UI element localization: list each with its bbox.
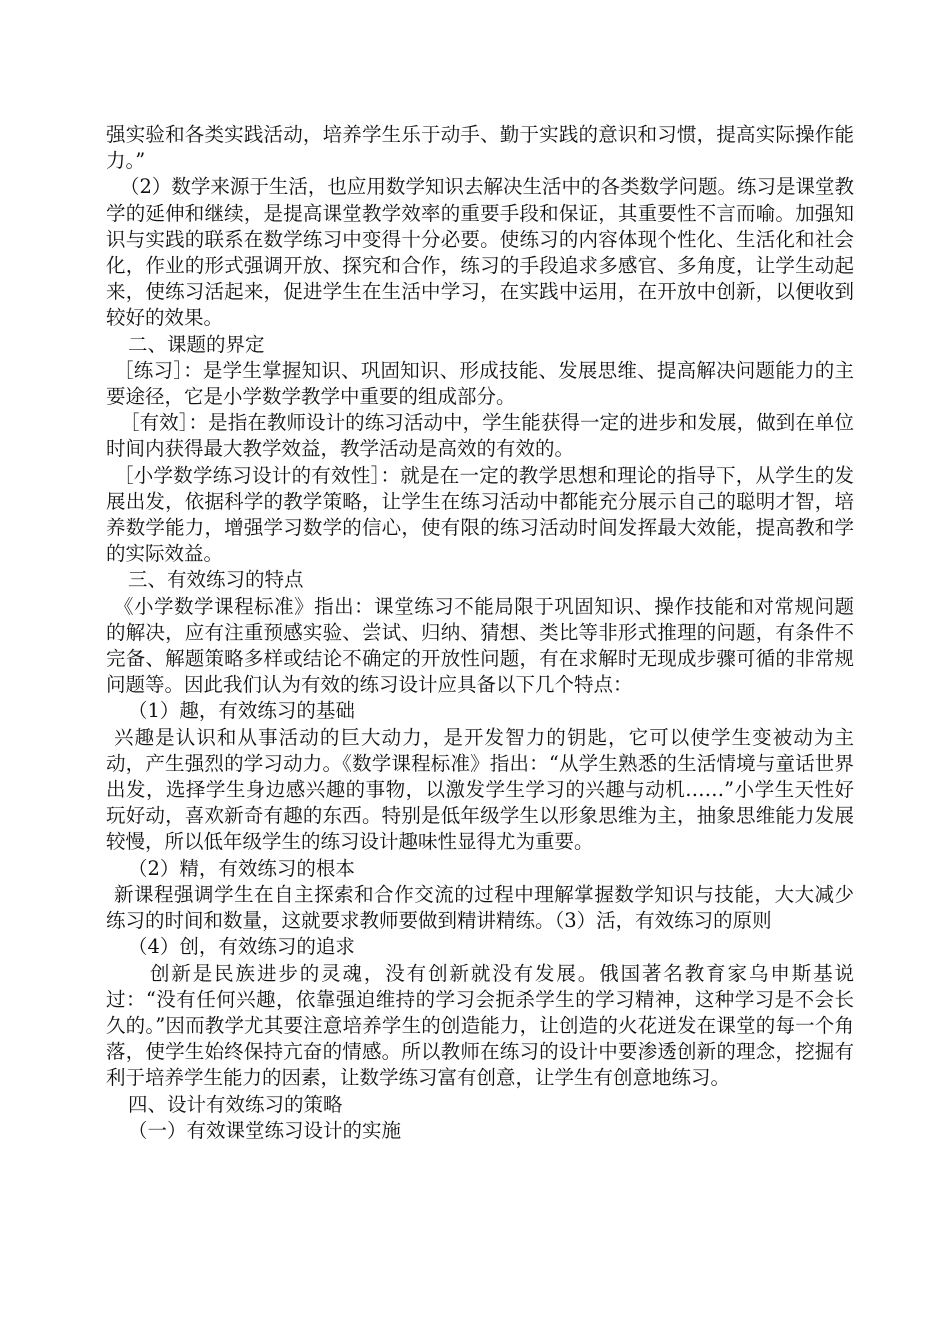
heading-topic-definition: 二、课题的界定 [128,332,265,356]
paragraph-creative: 创新是民族进步的灵魂，没有创新就没有发展。俄国著名教育家乌申斯基说过：“没有任何兴趣，依靠强迫维持的学习会扼杀学生的学习精神，这种学习是不会长久的。”因而教学尤其要注意培养学生的创造能力，让创造的火花迸发在课堂的每一个角落，使学生始终保持亢奋的情感。所以教师在练习的设计中要渗透创新的理念，挖掘有利于培养学生能力的因素，让数学练习富有创意，让学生有创意地练习。 [106,961,854,1090]
paragraph-interest: 兴趣是认识和从事活动的巨大动力，是开发智力的钥匙，它可以使学生变被动为主动，产生强烈的学习动力。《数学课程标准》指出：“从学生熟悉的生活情境与童话世界出发，选择学生身边感兴趣的事物，以激发学生学习的兴趣与动机……”小学生天性好玩好动，喜欢新奇有趣的东西。特别是低年级学生以形象思维为主，抽象思维能力发展较慢，所以低年级学生的练习设计趣味性显得尤为重要。 [106,725,854,854]
paragraph-math-from-life: （2）数学来源于生活，也应用数学知识去解决生活中的各类数学问题。练习是课堂教学的延伸和继续，是提高课堂教学效率的重要手段和保证，其重要性不言而喻。加强知识与实践的联系在数学练习中变得十分必要。使练习的内容体现个性化、生活化和社会化，作业的形式强调开放、探究和合作，练习的手段追求多感官、多角度，让学生动起来，使练习活起来，促进学生在生活中学习，在实践中运用，在开放中创新，以便收到较好的效果。 [106,175,854,330]
paragraph-refined: 新课程强调学生在自主探索和合作交流的过程中理解掌握数学知识与技能，大大减少练习的时间和数量，这就要求教师要做到精讲精练。（3）活，有效练习的原则 [106,882,854,933]
paragraph-practice-intro-end: 强实验和各类实践活动，培养学生乐于动手、勤于实践的意识和习惯，提高实际操作能力。” [106,123,854,173]
subheading-creative: （4）创，有效练习的追求 [128,935,355,959]
subheading-implementation: （一）有效课堂练习设计的实施 [128,1118,402,1142]
paragraph-define-effective: ［有效］：是指在教师设计的练习活动中，学生能获得一定的进步和发展，做到在单位时间内获得最大教学效益，教学活动是高效的有效的。 [106,411,854,461]
paragraph-define-effectiveness: ［小学数学练习设计的有效性］：就是在一定的教学思想和理论的指导下，从学生的发展出发，依据科学的教学策略，让学生在练习活动中都能充分展示自己的聪明才智，培养数学能力，增强学习数学的信心，使有限的练习活动时间发挥最大效能，提高教和学的实际效益。 [106,463,854,566]
heading-features: 三、有效练习的特点 [128,568,304,592]
heading-strategies: 四、设计有效练习的策略 [128,1092,343,1116]
paragraph-define-practice: ［练习］：是学生掌握知识、巩固知识、形成技能、发展思维、提高解决问题能力的主要途径，它是小学数学教学中重要的组成部分。 [106,358,854,409]
document-page [106,122,854,1144]
subheading-refined: （2）精，有效练习的根本 [128,856,355,880]
paragraph-curriculum-standard: 《小学数学课程标准》指出：课堂练习不能局限于巩固知识、操作技能和对常规问题的解决，应有注重预感实验、尝试、归纳、猜想、类比等非形式推理的问题，有条件不完备、解题策略多样或结论不确定的开放性问题，有在求解时无现成步骤可循的非常规问题等。因此我们认为有效的练习设计应具备以下几个特点： [106,594,854,697]
subheading-interest: （1）趣，有效练习的基础 [128,699,355,723]
